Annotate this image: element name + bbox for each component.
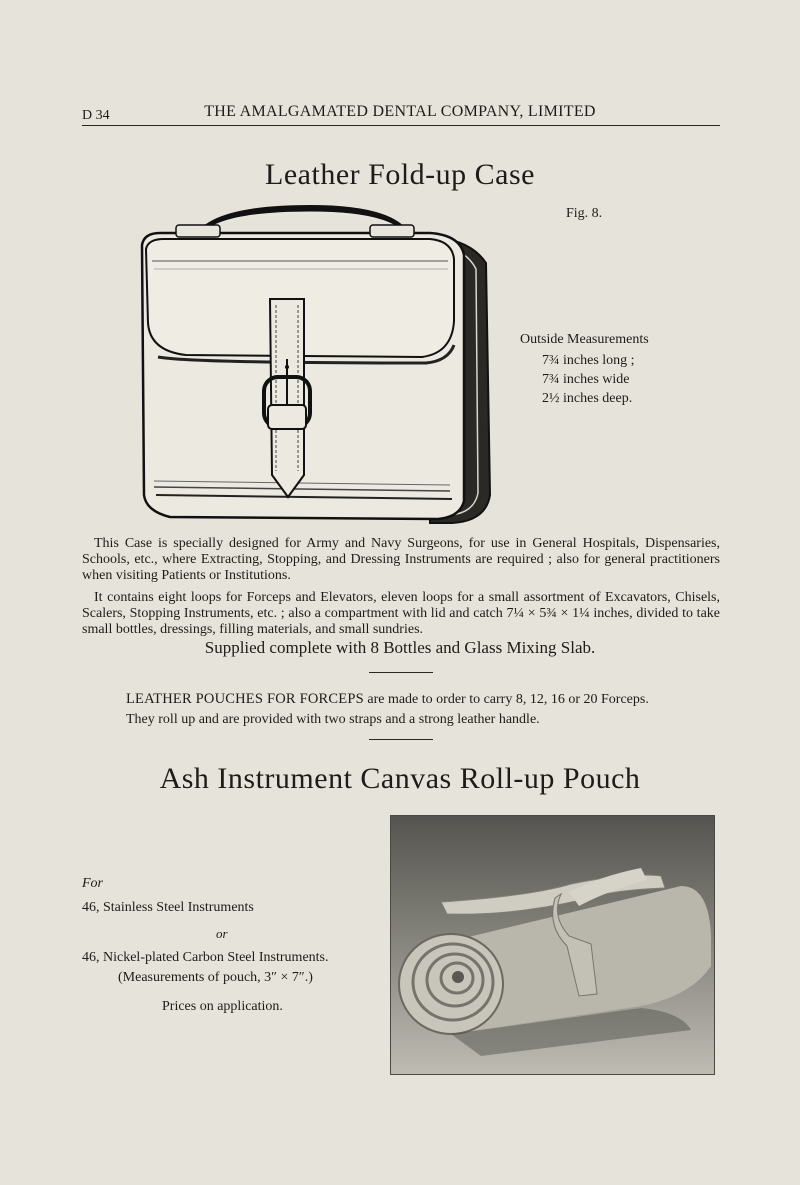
case-title: Leather Fold-up Case: [265, 158, 535, 191]
measurements-heading: Outside Measurements: [520, 332, 649, 347]
canvas-roll-pouch-photo: [390, 815, 715, 1075]
outside-measurements: [520, 330, 649, 408]
or-label: or: [216, 926, 228, 941]
prices-note: Prices on application.: [162, 999, 283, 1014]
measurement-length: 7¾ inches long ;: [542, 353, 635, 368]
section-divider: [369, 672, 433, 673]
pouches-line-1-rest: are made to order to carry 8, 12, 16 or 20 Forceps.: [363, 692, 649, 707]
pouches-line-2: They roll up and are provided with two straps and a strong leather handle.: [126, 712, 540, 727]
case-description-paragraph: This Case is specially designed for Army and Navy Surgeons, for use in General Hospitals, Dispensaries, Schools, etc., where Extracting, Stopping, and Dressing Instruments are required ; also for general practitioners when visiting Patients or Institutions.: [82, 536, 720, 583]
measurement-depth: 2½ inches deep.: [542, 391, 633, 406]
running-head: THE AMALGAMATED DENTAL COMPANY, LIMITED: [204, 103, 596, 120]
page-number: D 34: [82, 108, 110, 123]
measurement-width: 7¾ inches wide: [542, 372, 630, 387]
header-rule: [82, 125, 720, 126]
section-divider: [369, 739, 433, 740]
leather-case-illustration: [130, 205, 500, 525]
pouches-line-1: [126, 689, 706, 710]
option-stainless: 46, Stainless Steel Instruments: [82, 900, 254, 915]
option-nickel-plated: 46, Nickel-plated Carbon Steel Instruments.: [82, 950, 329, 965]
canvas-pouch-title: Ash Instrument Canvas Roll-up Pouch: [159, 762, 641, 795]
figure-label: Fig. 8.: [566, 206, 603, 221]
pouches-caps: LEATHER POUCHES FOR FORCEPS: [126, 691, 364, 707]
for-label: For: [82, 876, 103, 891]
canvas-roll-pouch-icon: [391, 816, 714, 1074]
leather-pouches-note: [126, 689, 706, 730]
case-contents-paragraph: It contains eight loops for Forceps and Elevators, eleven loops for a small assortment of Excavators, Chisels, Scalers, Stopping Instruments, etc. ; also a compartment with lid and catch 7¼ × 5¾ × 1¼ inches, divided to take small bottles, dressings, filling materials, and small sundries.: [82, 590, 720, 637]
pouch-measurements: (Measurements of pouch, 3″ × 7″.): [118, 970, 313, 985]
supplied-note: Supplied complete with 8 Bottles and Glass Mixing Slab.: [204, 638, 596, 657]
